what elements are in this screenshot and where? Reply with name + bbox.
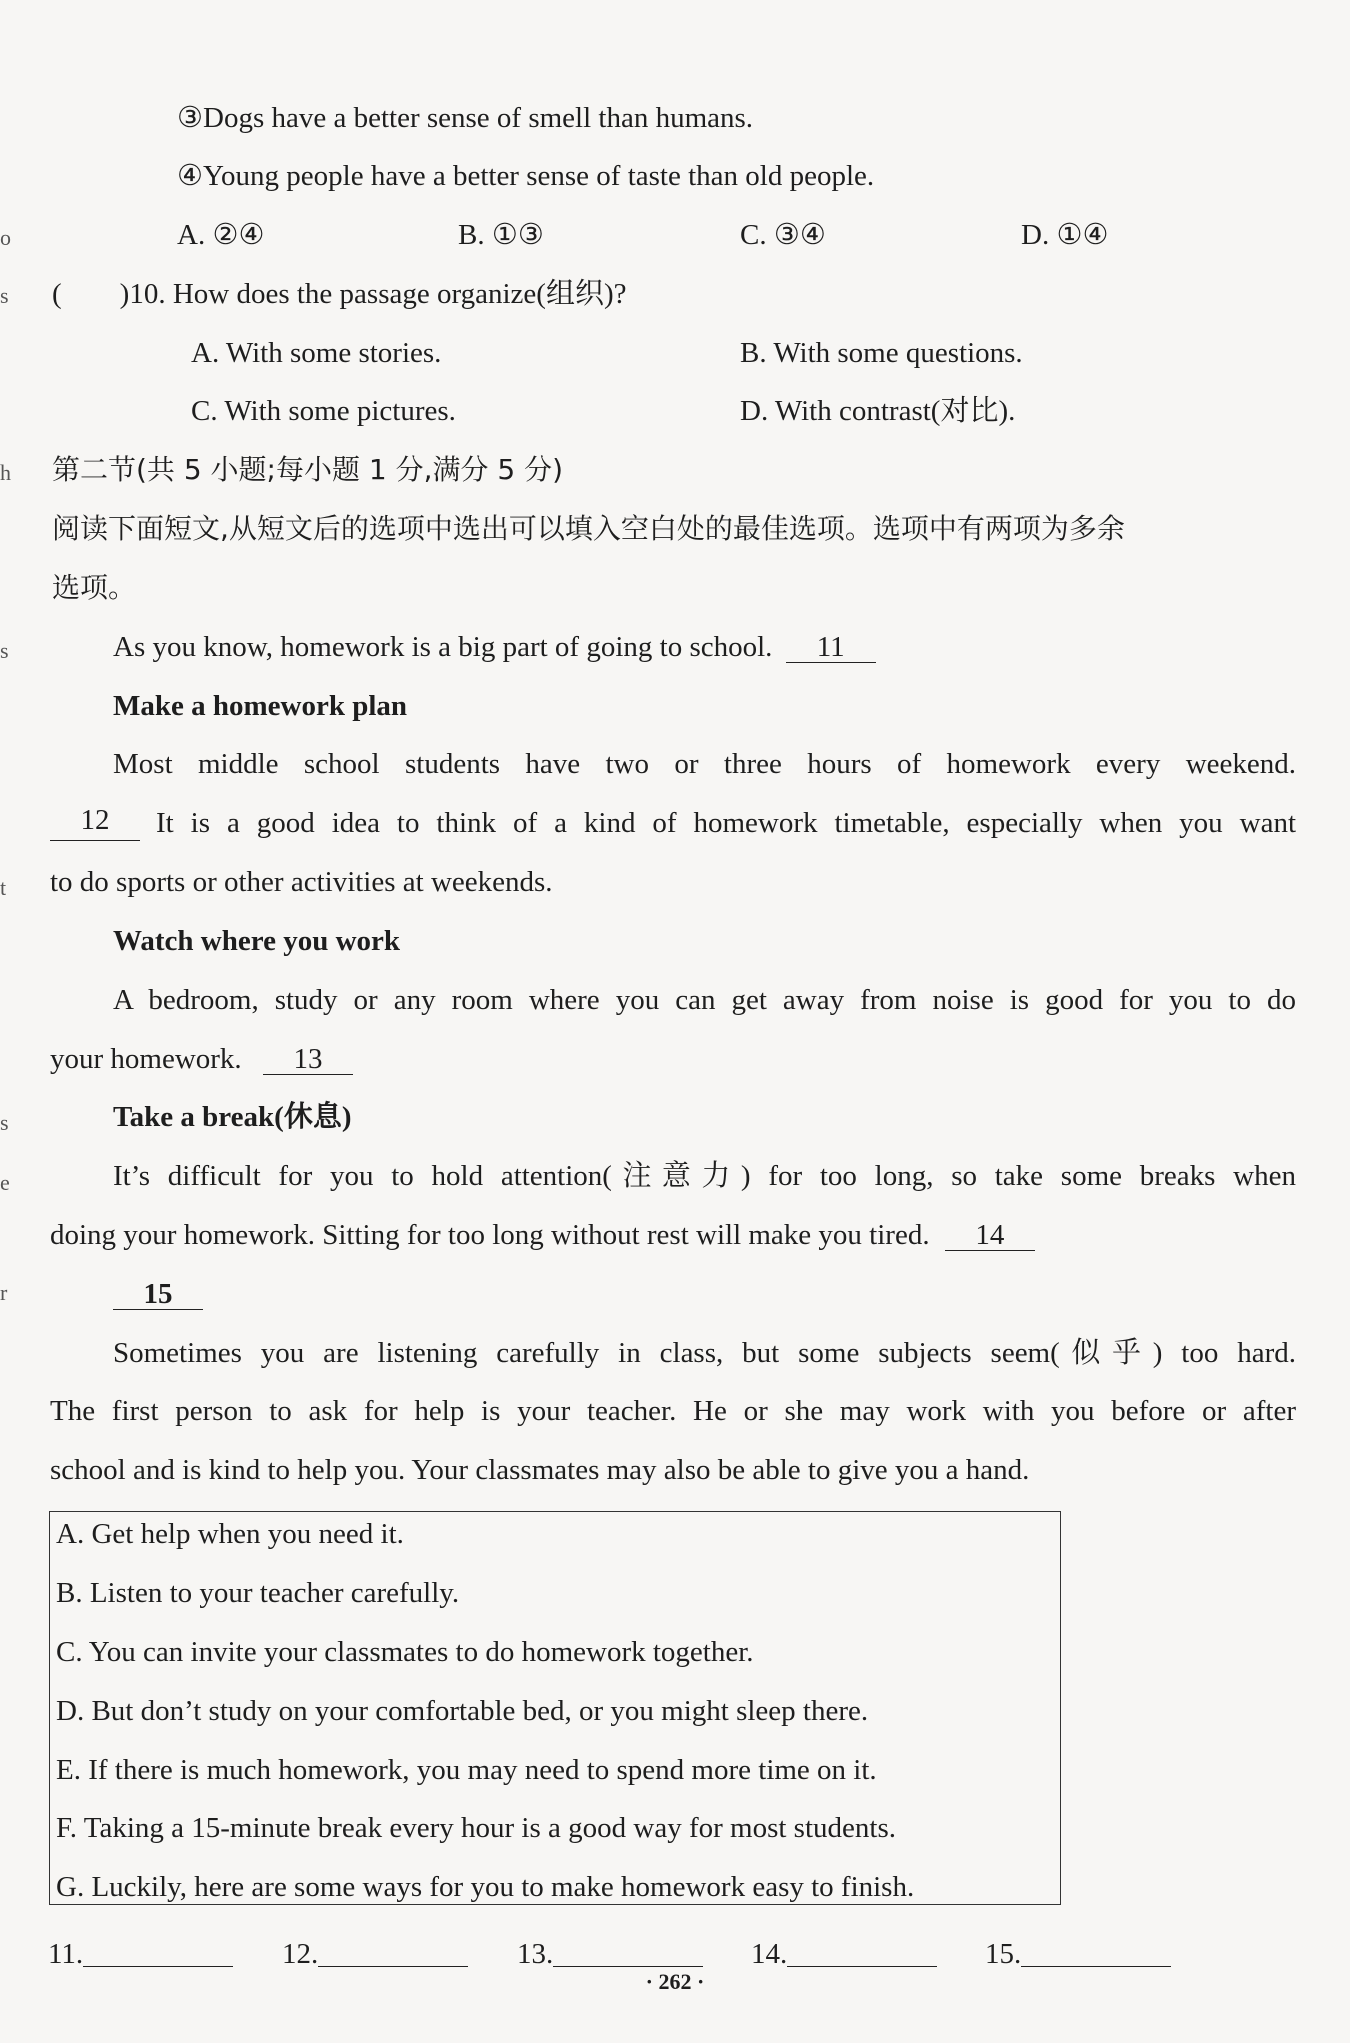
answer-bracket[interactable]: ( ): [52, 278, 130, 310]
option-b: B. Listen to your teacher carefully.: [56, 1577, 460, 1609]
para-text: doing your homework. Sitting for too long without rest will make you tired.: [50, 1219, 930, 1251]
answer-label: 13.: [517, 1938, 554, 1970]
answer-11: [48, 1936, 233, 1972]
option-d: D. But don’t study on your comfortable bed, or you might sleep there.: [56, 1695, 869, 1727]
margin-mark: o: [0, 225, 11, 250]
options-box: [49, 1511, 1061, 1905]
margin-mark: e: [0, 1170, 10, 1195]
q9-choice-a: A. ②④: [177, 219, 265, 251]
passage-para-2-line-1: Most middle school students have two or three hours of homework every weekend.: [113, 748, 1296, 780]
margin-mark: h: [0, 460, 11, 485]
heading-blank-15: [113, 1276, 203, 1312]
option-f: F. Taking a 15-minute break every hour is a good way for most students.: [56, 1812, 896, 1844]
q10-choice-b: B. With some questions.: [740, 337, 1023, 369]
answer-label: 14.: [751, 1938, 788, 1970]
section-instruction: 阅读下面短文,从短文后的选项中选出可以填入空白处的最佳选项。选项中有两项为多余: [52, 512, 1125, 545]
q10-choice-c: C. With some pictures.: [191, 395, 456, 427]
option-c: C. You can invite your classmates to do homework together.: [56, 1636, 754, 1668]
answer-14: [751, 1936, 937, 1972]
q9-choice-c: C. ③④: [740, 219, 826, 251]
passage-para-5-line-2: The first person to ask for help is your teacher. He or she may work with you before or after: [50, 1395, 1296, 1427]
passage-para-4-line-2: [50, 1217, 1035, 1253]
para-text: your homework.: [50, 1043, 242, 1075]
margin-mark: s: [0, 283, 9, 308]
answer-blank-15[interactable]: [1021, 1938, 1171, 1967]
section-heading: 第二节(共 5 小题;每小题 1 分,满分 5 分): [52, 453, 564, 486]
answer-label: 15.: [985, 1938, 1022, 1970]
passage-para-5-line-1: Sometimes you are listening carefully in class, but some subjects seem(似乎) too hard.: [113, 1337, 1296, 1369]
subheading-where-you-work: Watch where you work: [113, 925, 401, 957]
passage-para-1: [113, 629, 876, 665]
margin-mark: r: [0, 1280, 8, 1305]
answer-blank-12[interactable]: [318, 1938, 468, 1967]
answer-13: [517, 1936, 703, 1972]
option-g: G. Luckily, here are some ways for you to make homework easy to finish.: [56, 1871, 915, 1903]
answer-blank-14[interactable]: [787, 1938, 937, 1967]
para-text: As you know, homework is a big part of going to school.: [113, 631, 773, 663]
blank-12[interactable]: 12: [50, 805, 140, 841]
passage-para-5-line-3: school and is kind to help you. Your classmates may also be able to give you a hand.: [50, 1454, 1030, 1486]
answer-15: [985, 1936, 1171, 1972]
blank-11[interactable]: 11: [786, 632, 876, 663]
q9-option-3: ③Dogs have a better sense of smell than humans.: [177, 102, 754, 134]
margin-mark: s: [0, 1110, 9, 1135]
section-instruction-cont: 选项。: [52, 571, 137, 604]
subheading-homework-plan: Make a homework plan: [113, 690, 408, 722]
passage-para-2-line-3: to do sports or other activities at weekends.: [50, 866, 553, 898]
margin-mark: s: [0, 638, 9, 663]
subheading-take-a-break: Take a break(休息): [113, 1101, 352, 1133]
option-a: A. Get help when you need it.: [56, 1518, 404, 1550]
blank-15[interactable]: 15: [113, 1279, 203, 1310]
blank-14[interactable]: 14: [945, 1220, 1035, 1251]
answer-blank-13[interactable]: [553, 1938, 703, 1967]
passage-para-2-line-2: [50, 805, 1296, 841]
option-e: E. If there is much homework, you may need to spend more time on it.: [56, 1754, 877, 1786]
passage-para-3-line-2: [50, 1041, 353, 1077]
passage-para-3-line-1: A bedroom, study or any room where you can get away from noise is good for you to do: [113, 984, 1296, 1016]
answer-label: 11.: [48, 1938, 84, 1970]
para-text: It is a good idea to think of a kind of homework timetable, especially when you want: [156, 807, 1296, 839]
q10-choice-d: D. With contrast(对比).: [740, 395, 1016, 427]
q10-question: [52, 276, 626, 312]
answer-12: [282, 1936, 468, 1972]
q9-option-4: ④Young people have a better sense of taste than old people.: [177, 160, 875, 192]
answer-blank-11[interactable]: [83, 1938, 233, 1967]
q10-text: 10. How does the passage organize(组织)?: [129, 278, 627, 310]
page-number: · 262 ·: [645, 1969, 705, 1994]
q9-choice-b: B. ①③: [458, 219, 544, 251]
margin-mark: t: [0, 875, 7, 900]
blank-13[interactable]: 13: [263, 1044, 353, 1075]
answer-label: 12.: [282, 1938, 319, 1970]
q10-choice-a: A. With some stories.: [191, 337, 442, 369]
passage-para-4-line-1: It’s difficult for you to hold attention(注意力) for too long, so take some breaks when: [113, 1160, 1296, 1192]
q9-choice-d: D. ①④: [1021, 219, 1109, 251]
